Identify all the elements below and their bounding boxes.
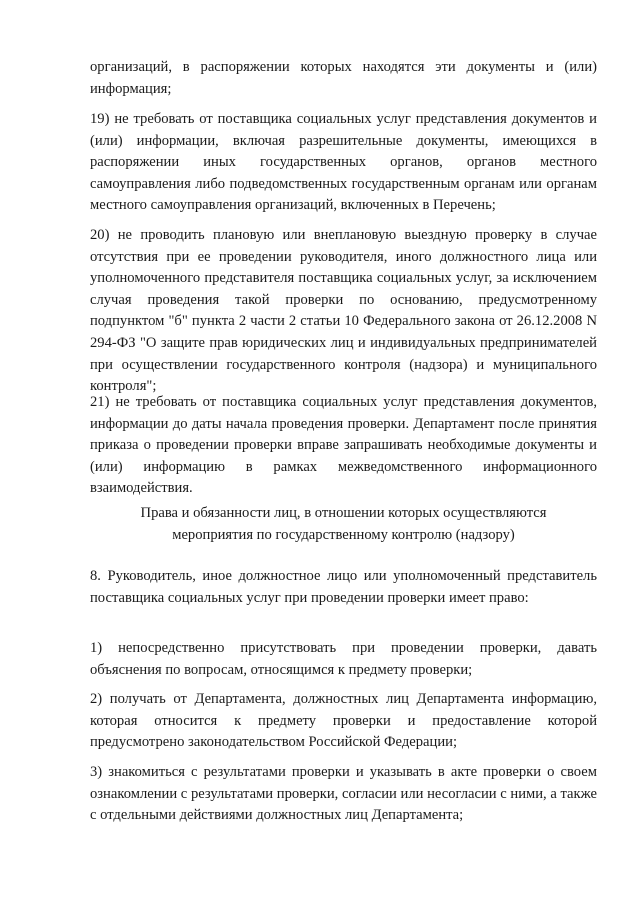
- paragraph-item-21: 21) не требовать от поставщика социальных услуг представления документов, информации до даты начала проведения проверки. Департамент после принятия приказа о проведении проверки вправе запрашивать необходимые документы и (или) информацию в рамках межведомственного информационного взаимодействия.: [90, 394, 597, 497]
- paragraph-item-8: 8. Руководитель, иное должностное лицо или уполномоченный представитель поставщика социальных услуг при проведении проверки имеет право:: [90, 568, 597, 606]
- section-heading: [90, 503, 597, 546]
- paragraph-item-19: 19) не требовать от поставщика социальных услуг представления документов и (или) информации, включая разрешительные документы, имеющихся в распоряжении иных государственных органов, органов местного самоуправления либо подведомственных государственным органам или органам местного самоуправления организаций, включенных в Перечень;: [90, 111, 597, 214]
- paragraph-right-2: 2) получать от Департамента, должностных лиц Департамента информацию, которая относится к предмету проверки и предоставление которой предусмотрено законодательством Российской Федерации;: [90, 691, 597, 751]
- paragraph-right-3: 3) знакомиться с результатами проверки и указывать в акте проверки о своем ознакомлении с результатами проверки, согласии или несогласии с ними, а также с отдельными действиями должностных лиц Департамента;: [90, 764, 597, 824]
- paragraph-item-20: 20) не проводить плановую или внеплановую выездную проверку в случае отсутствия при ее проведении руководителя, иного должностного лица или уполномоченного представителя поставщика социальных услуг, за исключением случая проведения такой проверки по основанию, предусмотренному подпунктом "б" пункта 2 части 2 статьи 10 Федерального закона от 26.12.2008 N 294-ФЗ "О защите прав юридических лиц и индивидуальных предпринимателей при осуществлении государственного контроля (надзора) и муниципального контроля";: [90, 227, 597, 395]
- section-heading-line-1: Права и обязанности лиц, в отношении которых осуществляются: [140, 505, 547, 521]
- section-heading-line-2: мероприятия по государственному контролю (надзору): [172, 526, 515, 543]
- paragraph-continuation: организаций, в распоряжении которых находятся эти документы и (или) информация;: [90, 59, 597, 97]
- paragraph-right-1: 1) непосредственно присутствовать при проведении проверки, давать объяснения по вопросам, относящимся к предмету проверки;: [90, 640, 597, 678]
